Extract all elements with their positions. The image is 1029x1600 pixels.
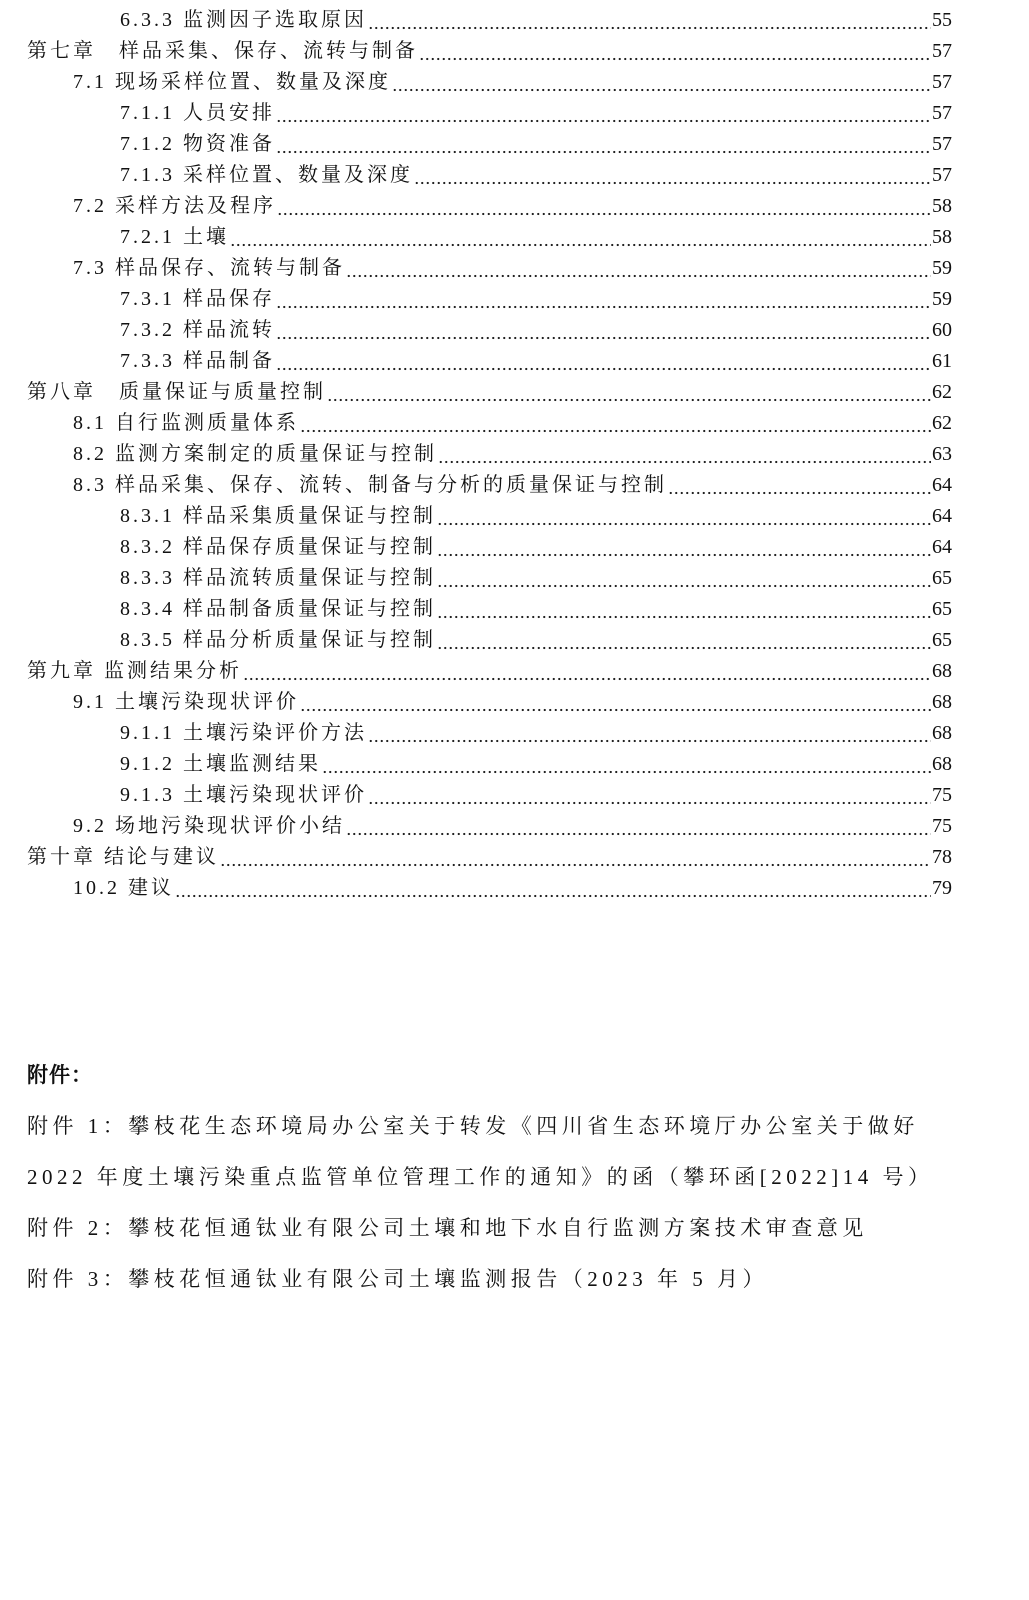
toc-entry-title: 10.2 建议: [73, 877, 174, 899]
toc-entry-title: 第十章 结论与建议: [27, 846, 219, 868]
toc-entry-page-number: 64: [932, 474, 952, 496]
toc-entry-page-number: 63: [932, 443, 952, 465]
toc-entry: [0, 687, 952, 718]
toc-dot-leader: [175, 873, 931, 904]
toc-entry: [0, 67, 952, 98]
toc-entry-page-number: 68: [932, 691, 952, 713]
toc-entry-page-number: 57: [932, 71, 952, 93]
toc-entry-title: 第七章 样品采集、保存、流转与制备: [27, 40, 418, 62]
attachment-text-line: 2022 年度土壤污染重点监管单位管理工作的通知》的函（攀环函[2022]14 号）: [27, 1165, 934, 1189]
toc-entry-title: 9.1 土壤污染现状评价: [73, 691, 299, 713]
toc-entry-title: 7.3 样品保存、流转与制备: [73, 257, 345, 279]
toc-entry-page-number: 62: [932, 412, 952, 434]
toc-entry-title: 7.2 采样方法及程序: [73, 195, 276, 217]
toc-entry: [0, 408, 952, 439]
toc-entry-page-number: 75: [932, 784, 952, 806]
toc-entry-page-number: 68: [932, 722, 952, 744]
toc-entry-page-number: 75: [932, 815, 952, 837]
toc-entry: [0, 842, 952, 873]
toc-dot-leader: [419, 36, 931, 67]
toc-entry: [0, 129, 952, 160]
toc-entry-title: 8.3.1 样品采集质量保证与控制: [120, 505, 436, 527]
toc-entry: [0, 284, 952, 315]
toc-entry: [0, 5, 952, 36]
toc-dot-leader: [368, 5, 931, 36]
toc-dot-leader: [277, 191, 931, 222]
attachment-text-line: 附件 1：攀枝花生态环境局办公室关于转发《四川省生态环境厅办公室关于做好: [27, 1114, 919, 1138]
toc-dot-leader: [437, 532, 931, 563]
attachments-heading: 附件：: [27, 1063, 93, 1087]
toc-entry-title: 9.1.3 土壤污染现状评价: [120, 784, 367, 806]
toc-dot-leader: [668, 470, 931, 501]
toc-entry-page-number: 57: [932, 102, 952, 124]
attachment-item: [27, 1254, 962, 1305]
toc-entry-page-number: 64: [932, 505, 952, 527]
toc-dot-leader: [276, 284, 931, 315]
toc-entry: [0, 563, 952, 594]
toc-entry: [0, 532, 952, 563]
toc-dot-leader: [414, 160, 931, 191]
toc-entry-title: 8.3.2 样品保存质量保证与控制: [120, 536, 436, 558]
toc-entry-title: 9.1.1 土壤污染评价方法: [120, 722, 367, 744]
toc-entry-title: 6.3.3 监测因子选取原因: [120, 9, 367, 31]
toc-entry-page-number: 65: [932, 598, 952, 620]
toc-entry-page-number: 79: [932, 877, 952, 899]
toc-dot-leader: [437, 501, 931, 532]
toc-entry-page-number: 57: [932, 164, 952, 186]
toc-entry: [0, 718, 952, 749]
toc-entry-title: 第八章 质量保证与质量控制: [27, 381, 326, 403]
toc-dot-leader: [300, 408, 931, 439]
toc-dot-leader: [322, 749, 931, 780]
toc-entry-title: 第九章 监测结果分析: [27, 660, 242, 682]
toc-entry-page-number: 58: [932, 195, 952, 217]
toc-dot-leader: [392, 67, 931, 98]
toc-entry-title: 8.3.3 样品流转质量保证与控制: [120, 567, 436, 589]
toc-entry-title: 7.1.1 人员安排: [120, 102, 275, 124]
toc-entry: [0, 439, 952, 470]
toc-entry: [0, 873, 952, 904]
toc-dot-leader: [437, 625, 931, 656]
toc-entry: [0, 36, 952, 67]
toc-entry: [0, 315, 952, 346]
toc-dot-leader: [230, 222, 931, 253]
toc-entry-page-number: 59: [932, 257, 952, 279]
toc-entry-page-number: 57: [932, 40, 952, 62]
toc-entry-page-number: 59: [932, 288, 952, 310]
attachment-item: [27, 1101, 962, 1203]
toc-entry-title: 9.2 场地污染现状评价小结: [73, 815, 345, 837]
toc-entry: [0, 98, 952, 129]
toc-dot-leader: [220, 842, 931, 873]
toc-entry-title: 7.3.2 样品流转: [120, 319, 275, 341]
toc-dot-leader: [368, 718, 931, 749]
toc-entry-title: 7.3.3 样品制备: [120, 350, 275, 372]
toc-entry: [0, 749, 952, 780]
attachments-list: [27, 1101, 962, 1305]
toc-entry: [0, 377, 952, 408]
toc-entry-page-number: 68: [932, 753, 952, 775]
toc-entry-title: 9.1.2 土壤监测结果: [120, 753, 321, 775]
toc-entry: [0, 222, 952, 253]
toc-dot-leader: [276, 346, 931, 377]
toc-entry-title: 7.1 现场采样位置、数量及深度: [73, 71, 391, 93]
toc-dot-leader: [327, 377, 931, 408]
attachment-text-line: 附件 2：攀枝花恒通钛业有限公司土壤和地下水自行监测方案技术审查意见: [27, 1216, 868, 1240]
toc-entry: [0, 501, 952, 532]
toc-entry-title: 8.2 监测方案制定的质量保证与控制: [73, 443, 437, 465]
attachments-section: [27, 1050, 962, 1305]
toc-entry: [0, 656, 952, 687]
attachment-text-line: 附件 3：攀枝花恒通钛业有限公司土壤监测报告（2023 年 5 月）: [27, 1267, 768, 1291]
toc-entry: [0, 811, 952, 842]
table-of-contents: [0, 5, 952, 904]
toc-entry-page-number: 68: [932, 660, 952, 682]
toc-entry: [0, 780, 952, 811]
toc-dot-leader: [276, 98, 931, 129]
toc-entry-page-number: 60: [932, 319, 952, 341]
toc-dot-leader: [300, 687, 931, 718]
toc-entry-title: 7.1.2 物资准备: [120, 133, 275, 155]
toc-entry: [0, 346, 952, 377]
toc-entry: [0, 470, 952, 501]
toc-entry: [0, 594, 952, 625]
toc-dot-leader: [346, 253, 931, 284]
toc-entry: [0, 160, 952, 191]
toc-dot-leader: [368, 780, 931, 811]
toc-entry-title: 8.3 样品采集、保存、流转、制备与分析的质量保证与控制: [73, 474, 667, 496]
toc-entry: [0, 253, 952, 284]
toc-entry-page-number: 78: [932, 846, 952, 868]
toc-entry-title: 7.3.1 样品保存: [120, 288, 275, 310]
toc-entry-page-number: 62: [932, 381, 952, 403]
toc-entry-page-number: 64: [932, 536, 952, 558]
toc-entry: [0, 625, 952, 656]
toc-entry-title: 8.3.4 样品制备质量保证与控制: [120, 598, 436, 620]
toc-entry-page-number: 61: [932, 350, 952, 372]
toc-dot-leader: [276, 315, 931, 346]
toc-entry-page-number: 58: [932, 226, 952, 248]
toc-dot-leader: [437, 594, 931, 625]
toc-dot-leader: [437, 563, 931, 594]
toc-entry-title: 7.2.1 土壤: [120, 226, 229, 248]
toc-dot-leader: [243, 656, 931, 687]
toc-entry-page-number: 65: [932, 629, 952, 651]
toc-entry-title: 7.1.3 采样位置、数量及深度: [120, 164, 413, 186]
toc-entry-page-number: 55: [932, 9, 952, 31]
toc-dot-leader: [346, 811, 931, 842]
toc-dot-leader: [438, 439, 931, 470]
toc-entry-title: 8.1 自行监测质量体系: [73, 412, 299, 434]
toc-entry-page-number: 57: [932, 133, 952, 155]
toc-entry-title: 8.3.5 样品分析质量保证与控制: [120, 629, 436, 651]
toc-dot-leader: [276, 129, 931, 160]
attachment-item: [27, 1203, 962, 1254]
toc-entry-page-number: 65: [932, 567, 952, 589]
toc-entry: [0, 191, 952, 222]
